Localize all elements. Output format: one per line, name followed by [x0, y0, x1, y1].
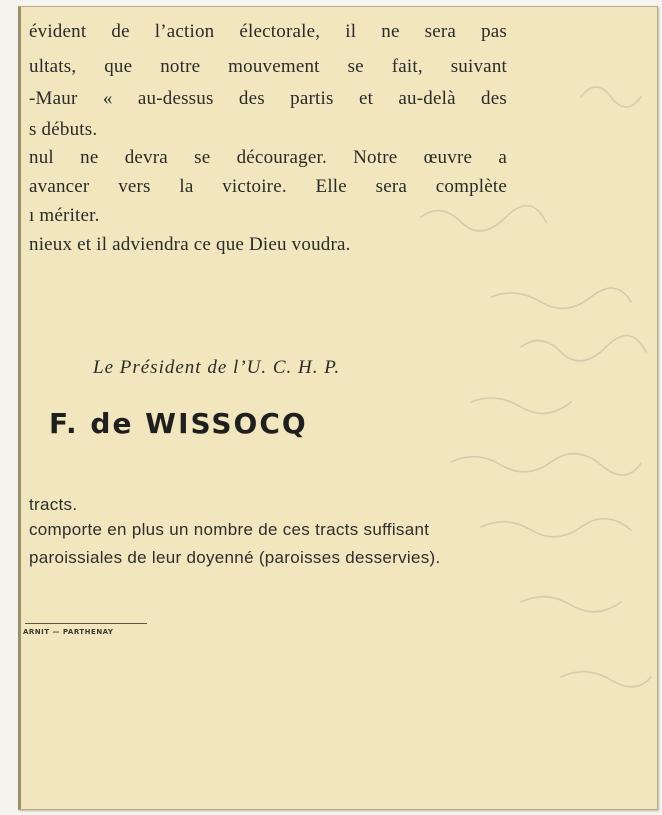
body-line-6: avancer vers la victoire. Elle sera complète [29, 176, 507, 197]
printer-mark: ARNIT — PARTHENAY [23, 628, 114, 636]
signature-name: F. de WISSOCQ [49, 407, 308, 440]
paper-sheet [18, 6, 658, 810]
printer-rule [25, 623, 147, 624]
body-line-2: ultats, que notre mouvement se fait, suivant [29, 56, 507, 77]
body-line-4: s débuts. [29, 119, 98, 140]
body-line-3: -Maur « au-dessus des partis et au-delà des [29, 88, 507, 109]
body-line-7: ı mériter. [29, 205, 100, 226]
body-line-1: évident de l’action électorale, il ne sera pas [29, 21, 507, 42]
body-line-8: nieux et il adviendra ce que Dieu voudra. [29, 234, 351, 255]
notes-line-2: comporte en plus un nombre de ces tracts suffisant [29, 520, 430, 539]
signature-title: Le Président de l’U. C. H. P. [93, 357, 341, 378]
body-line-5: nul ne devra se décourager. Notre œuvre a [29, 147, 507, 168]
notes-line-1: tracts. [29, 495, 78, 514]
notes-line-3: paroissiales de leur doyenné (paroisses desservies). [29, 548, 441, 567]
